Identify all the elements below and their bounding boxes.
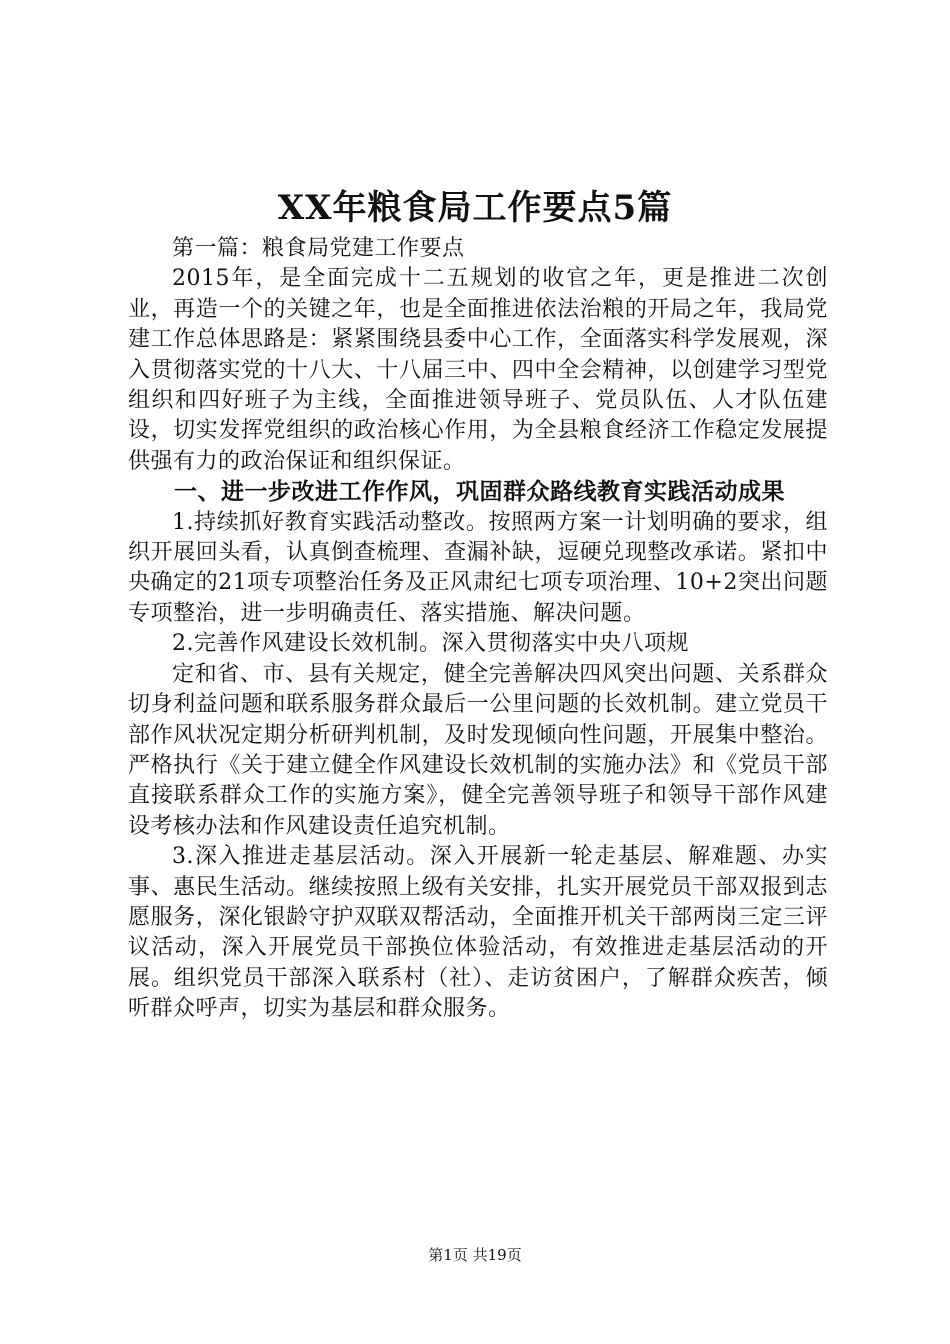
document-body [128, 234, 828, 1025]
body-paragraph: 1.持续抓好教育实践活动整改。按照两方案一计划明确的要求，组织开展回头看，认真倒查梳理、查漏补缺，逗硬兑现整改承诺。紧扣中央确定的21项专项整治任务及正风肃纪七项专项治理、10+2突出问题专项整治，进一步明确责任、落实措施、解决问题。 [128, 509, 828, 626]
body-paragraph: 2.完善作风建设长效机制。深入贯彻落实中央八项规 [172, 631, 689, 657]
body-paragraph: 3.深入推进走基层活动。深入开展新一轮走基层、解难题、办实事、惠民生活动。继续按照上级有关安排，扎实开展党员干部双报到志愿服务，深化银龄守护双联双帮活动，全面推开机关干部两岗三定三评议活动，深入开展党员干部换位体验活动，有效推进走基层活动的开展。组织党员干部深入联系村（社）、走访贫困户，了解群众疾苦，倾听群众呼声，切实为基层和群众服务。 [128, 844, 828, 1022]
document-title: XX年粮食局工作要点5篇 [277, 188, 673, 228]
page-footer: 第1页 共19页 [428, 1246, 522, 1264]
subheading-paragraph: 第一篇：粮食局党建工作要点 [172, 236, 465, 261]
section-heading: 一、进一步改进工作作风，巩固群众路线教育实践活动成果 [174, 478, 785, 506]
body-paragraph: 2015年，是全面完成十二五规划的收官之年，更是推进二次创业，再造一个的关键之年，也是全面推进依法治粮的开局之年，我局党建工作总体思路是：紧紧围绕县委中心工作，全面落实科学发展观，深入贯彻落实党的十八大、十八届三中、四中全会精神，以创建学习型党组织和四好班子为主线，全面推进领导班子、党员队伍、人才队伍建设，切实发挥党组织的政治核心作用，为全县粮食经济工作稳定发展提供强有力的政治保证和组织保证。 [128, 266, 828, 474]
body-paragraph: 定和省、市、县有关规定，健全完善解决四风突出问题、关系群众切身利益问题和联系服务群众最后一公里问题的长效机制。建立党员干部作风状况定期分析研判机制，及时发现倾向性问题，开展集中整治。严格执行《关于建立健全作风建设长效机制的实施办法》和《党员干部直接联系群众工作的实施方案》，健全完善领导班子和领导干部作风建设考核办法和作风建设责任追究机制。 [128, 661, 828, 839]
